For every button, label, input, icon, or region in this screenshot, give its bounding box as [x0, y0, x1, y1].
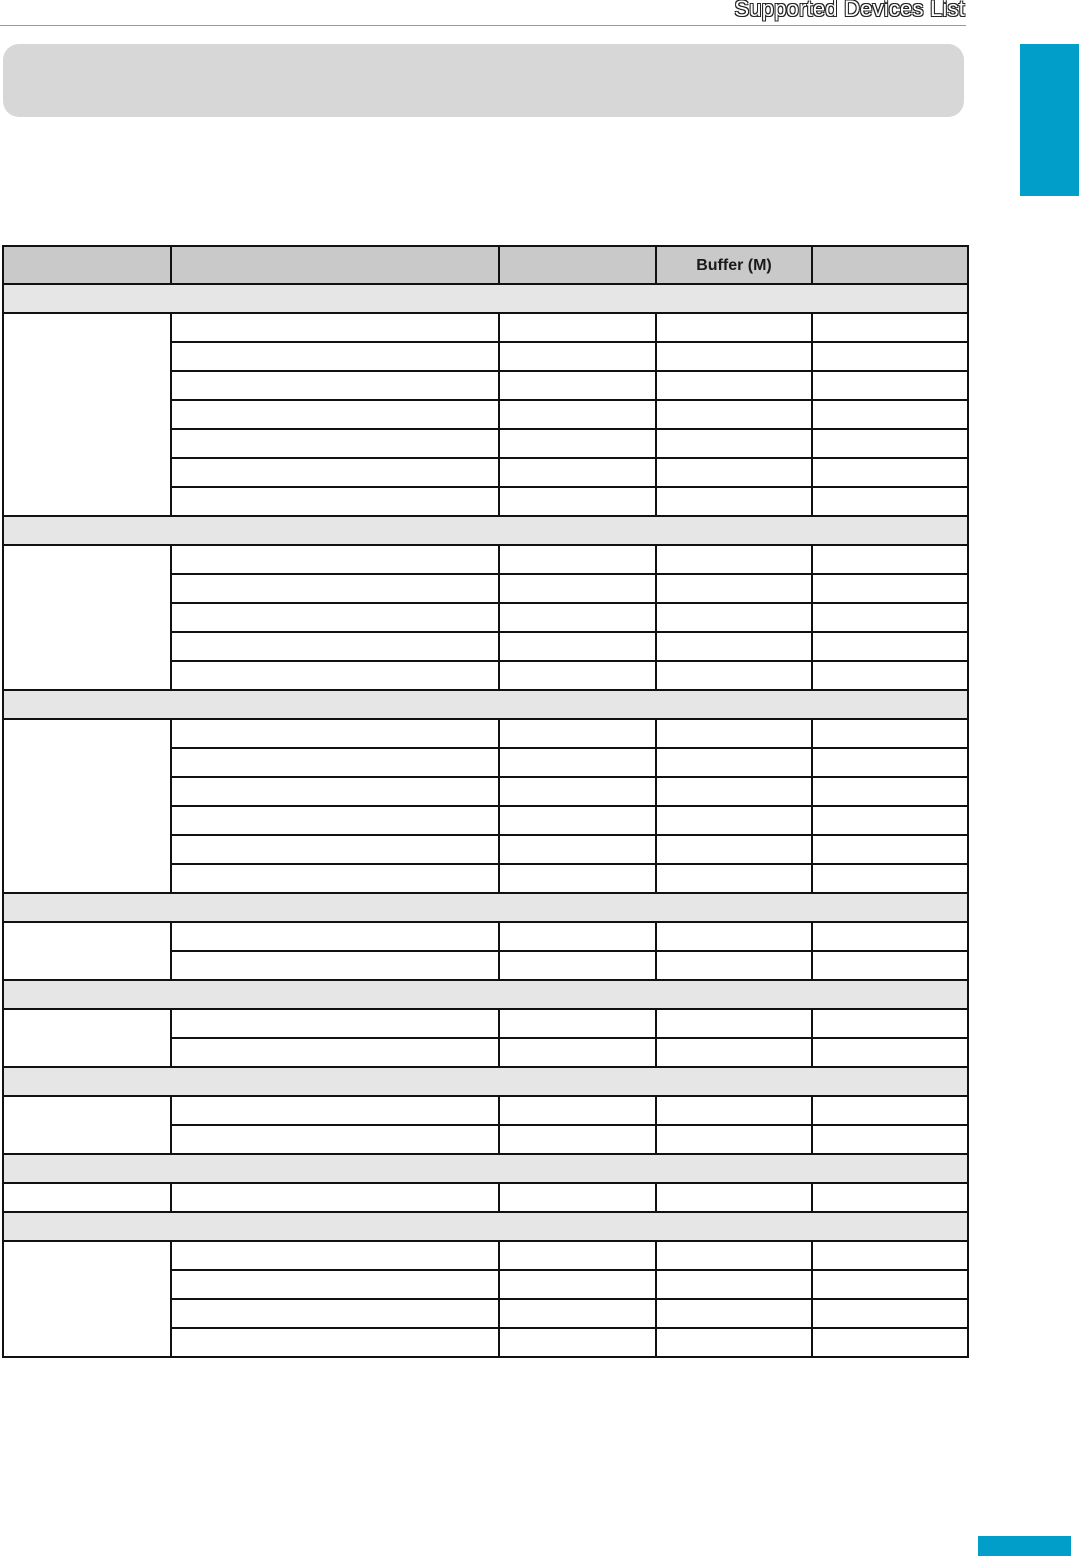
- table-row: [3, 1183, 968, 1212]
- table-cell: [812, 429, 968, 458]
- table-cell: [171, 458, 499, 487]
- column-header-buffer: Buffer (M): [656, 246, 812, 284]
- table-row: [3, 922, 968, 951]
- table-row: [3, 313, 968, 342]
- table-cell: [812, 1009, 968, 1038]
- table-cell: [812, 545, 968, 574]
- table-cell: [656, 632, 812, 661]
- table-cell: [171, 1241, 499, 1270]
- table-cell: [171, 1328, 499, 1357]
- table-cell: [171, 1299, 499, 1328]
- group-header-row: [3, 690, 968, 719]
- group-header-row: [3, 1067, 968, 1096]
- table-cell: [499, 371, 656, 400]
- table-cell: [656, 313, 812, 342]
- table-cell: [656, 1328, 812, 1357]
- table-cell: [499, 806, 656, 835]
- table-cell: [499, 1009, 656, 1038]
- supported-devices-table: [2, 245, 969, 1358]
- table-cell: [171, 1038, 499, 1067]
- table-cell: [812, 1125, 968, 1154]
- group-header-row: [3, 980, 968, 1009]
- table-cell: [499, 313, 656, 342]
- table-cell: [499, 429, 656, 458]
- table-cell: [499, 545, 656, 574]
- table-cell: [656, 806, 812, 835]
- table-cell: [499, 864, 656, 893]
- table-cell: [171, 574, 499, 603]
- table-cell: [171, 632, 499, 661]
- page-number-tab: [978, 1536, 1071, 1556]
- table-cell: [499, 603, 656, 632]
- table-body: [3, 284, 968, 1357]
- group-header-cell: [3, 893, 968, 922]
- table-cell: [656, 458, 812, 487]
- table-header-row: [3, 246, 968, 284]
- table-cell: [812, 806, 968, 835]
- table-cell: [812, 632, 968, 661]
- table-row: [3, 1009, 968, 1038]
- group-header-row: [3, 1212, 968, 1241]
- brand-cell: [3, 1183, 171, 1212]
- table-cell: [171, 922, 499, 951]
- table-cell: [656, 922, 812, 951]
- brand-cell: [3, 1241, 171, 1357]
- table-cell: [812, 719, 968, 748]
- chapter-side-tab: [1020, 44, 1079, 196]
- table-cell: [171, 748, 499, 777]
- table-cell: [656, 545, 812, 574]
- table-cell: [812, 1183, 968, 1212]
- table-cell: [499, 661, 656, 690]
- table-cell: [656, 1241, 812, 1270]
- table-cell: [499, 342, 656, 371]
- table-cell: [656, 1038, 812, 1067]
- table-cell: [656, 1125, 812, 1154]
- table-cell: [171, 777, 499, 806]
- table-cell: [499, 719, 656, 748]
- table-cell: [171, 864, 499, 893]
- table-cell: [812, 1299, 968, 1328]
- table-cell: [812, 1241, 968, 1270]
- table-cell: [499, 1183, 656, 1212]
- table-cell: [171, 1096, 499, 1125]
- table-cell: [812, 574, 968, 603]
- table-cell: [812, 487, 968, 516]
- table-cell: [499, 487, 656, 516]
- table-cell: [812, 1096, 968, 1125]
- table-cell: [812, 1328, 968, 1357]
- table-cell: [499, 1241, 656, 1270]
- group-header-cell: [3, 1067, 968, 1096]
- table-row: [3, 1096, 968, 1125]
- table-row: [3, 719, 968, 748]
- group-header-row: [3, 284, 968, 313]
- table-cell: [499, 1125, 656, 1154]
- brand-cell: [3, 313, 171, 516]
- page-header-title: Supported Devices List: [734, 0, 965, 21]
- table-cell: [171, 1009, 499, 1038]
- table-cell: [171, 342, 499, 371]
- header-divider: [0, 25, 966, 26]
- group-header-row: [3, 1154, 968, 1183]
- table-cell: [812, 371, 968, 400]
- table-cell: [499, 400, 656, 429]
- table-row: [3, 1241, 968, 1270]
- group-header-cell: [3, 516, 968, 545]
- group-header-cell: [3, 690, 968, 719]
- brand-cell: [3, 545, 171, 690]
- table-cell: [499, 951, 656, 980]
- table-cell: [499, 777, 656, 806]
- table-cell: [812, 922, 968, 951]
- table-cell: [171, 400, 499, 429]
- table-cell: [171, 1183, 499, 1212]
- table-cell: [499, 748, 656, 777]
- table-cell: [812, 951, 968, 980]
- table-cell: [171, 719, 499, 748]
- table-cell: [812, 342, 968, 371]
- brand-cell: [3, 1009, 171, 1067]
- column-header: [171, 246, 499, 284]
- table-cell: [812, 864, 968, 893]
- table-cell: [656, 342, 812, 371]
- table-cell: [656, 661, 812, 690]
- table-cell: [171, 1270, 499, 1299]
- table-cell: [656, 748, 812, 777]
- brand-cell: [3, 922, 171, 980]
- table-cell: [812, 835, 968, 864]
- table-cell: [656, 1009, 812, 1038]
- table-cell: [171, 661, 499, 690]
- table-cell: [812, 1038, 968, 1067]
- table-cell: [499, 922, 656, 951]
- table-cell: [171, 545, 499, 574]
- column-header: [3, 246, 171, 284]
- table-cell: [812, 1270, 968, 1299]
- table-cell: [499, 574, 656, 603]
- table-cell: [656, 864, 812, 893]
- column-header: [812, 246, 968, 284]
- table-cell: [499, 835, 656, 864]
- table-cell: [171, 313, 499, 342]
- table-cell: [656, 719, 812, 748]
- table-cell: [656, 777, 812, 806]
- table-cell: [499, 1299, 656, 1328]
- table-cell: [171, 603, 499, 632]
- table-cell: [656, 1096, 812, 1125]
- table-cell: [656, 951, 812, 980]
- group-header-cell: [3, 1212, 968, 1241]
- table-cell: [656, 371, 812, 400]
- group-header-cell: [3, 284, 968, 313]
- table-cell: [812, 748, 968, 777]
- table-cell: [499, 1096, 656, 1125]
- brand-cell: [3, 1096, 171, 1154]
- table-cell: [656, 1183, 812, 1212]
- group-header-row: [3, 893, 968, 922]
- table-cell: [171, 429, 499, 458]
- table-cell: [656, 429, 812, 458]
- table-cell: [812, 313, 968, 342]
- table-cell: [171, 1125, 499, 1154]
- table-cell: [499, 1270, 656, 1299]
- table-cell: [656, 1299, 812, 1328]
- table-cell: [812, 458, 968, 487]
- table-cell: [656, 835, 812, 864]
- table-cell: [812, 777, 968, 806]
- table-cell: [171, 835, 499, 864]
- table-cell: [171, 371, 499, 400]
- group-header-cell: [3, 1154, 968, 1183]
- table-cell: [171, 806, 499, 835]
- column-header: [499, 246, 656, 284]
- table-cell: [656, 1270, 812, 1299]
- title-banner: [3, 44, 964, 117]
- group-header-row: [3, 516, 968, 545]
- table-cell: [171, 487, 499, 516]
- table-cell: [499, 1038, 656, 1067]
- table-cell: [171, 951, 499, 980]
- table-cell: [812, 603, 968, 632]
- group-header-cell: [3, 980, 968, 1009]
- table-row: [3, 545, 968, 574]
- table-cell: [499, 632, 656, 661]
- table-cell: [656, 487, 812, 516]
- table-cell: [812, 661, 968, 690]
- table-cell: [656, 603, 812, 632]
- table-cell: [656, 574, 812, 603]
- brand-cell: [3, 719, 171, 893]
- table-cell: [499, 458, 656, 487]
- table-cell: [812, 400, 968, 429]
- table-cell: [499, 1328, 656, 1357]
- table-cell: [656, 400, 812, 429]
